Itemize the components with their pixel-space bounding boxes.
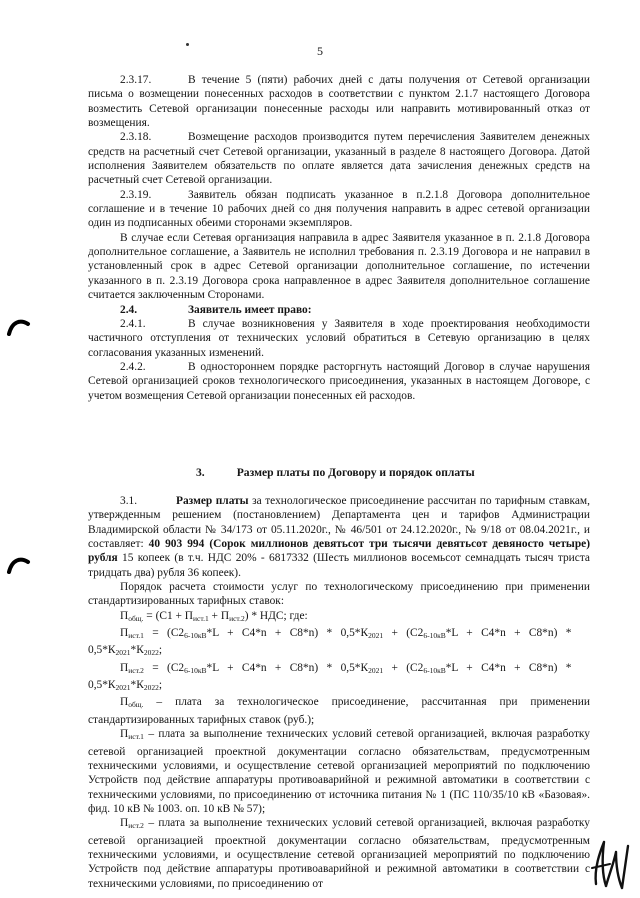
clause-number: 3.1. [120,495,138,507]
formula-ist1-cont: $0,5*К_{2021}*К_{2022}$; [88,644,162,658]
clause-number: 2.4.1. [120,317,146,330]
clause-2-3-19 [88,188,590,231]
section-3-content [88,494,590,891]
binder-hole-mark-icon [6,556,32,574]
payment-amount: 40 903 994 (Сорок миллионов девятьсот три тысячи девятьсот девяносто четыре) рубля [88,538,590,565]
clause-3-1 [88,494,590,580]
definition-total: $П_{общ.}$ – плата за технологическое присоединение, рассчитанная при применении стандартизированных тарифных ставок (руб.); [88,696,590,726]
clause-text: Возмещение расходов производится путем перечисления Заявителем денежных средств на расчетный счет Сетевой организации, указанный в разделе 8 настоящего Договора. Датой исполнения Заявителем обязательств по оплате является дата зачисления денежных средств на расчетный счет Сетевой организации. [88,131,590,187]
clause-text: В течение 5 (пяти) рабочих дней с даты получения от Сетевой организации письма о возмещении понесенных расходов в соответствии с пунктом 2.1.7 настоящего Договора возместить Сетевой организации понесенные расходы или направить мотивированный отказ от возмещения. [88,74,590,130]
section-number: 3. [196,466,205,479]
clause-number: 2.3.17. [120,74,152,86]
clause-text: Заявитель обязан подписать указанное в п.2.1.8 Договора дополнительное соглашение и в течение 10 рабочих дней со дня получения направить в адрес сетевой организации один из подписанных обеими сторонами экземпляров. [88,188,590,230]
clause-additional-agreement: В случае если Сетевая организация направила в адрес Заявителя указанное в п. 2.1.8 Договора дополнительное соглашение, а Заявитель не исполнил требования п. 2.3.19 Договора и не направил в установленный срок в адрес Сетевой организации дополнительное соглашение, по истечении указанного в п. 2.3.19 Договора срока направленное в адрес Заявителя дополнительное соглашение считается заключенным Сторонами. [88,231,590,302]
formula-ist2: $П_{ист.2} = (С2_{6-10кВ}*L + С4*n + С8*n) * 0,5*К_{2021} + (С2_{6-10кВ}*L + С4*n + С8*n)$ * [120,661,572,675]
clause-heading: Заявитель имеет право: [188,303,312,316]
handwritten-signature-icon [588,838,632,890]
clause-text: В одностороннем порядке расторгнуть настоящий Договор в случае нарушения Сетевой организацией сроков технологического присоединения, указанных в настоящем Договоре, с учетом возмещения Сетевой организации понесенных ей расходов. [88,360,590,402]
clause-text: В случае возникновения у Заявителя в ходе проектирования необходимости частичного отступления от технических условий обратиться в Сетевую организацию в целях согласования указанных изменений. [88,317,590,359]
binder-hole-mark-icon [6,318,32,336]
clause-2-4-1 [88,317,590,360]
clause-text: за технологическое присоединение рассчитан по тарифным ставкам, утвержденным решением (постановлением) Департамента цен и тарифов Администрации Владимирской области № 34/173 от 05.11.2020г., № 46/501 от 24.12.2020г., № 9/18 от 08.04.2021г., и составляет: [88,495,590,551]
clause-lead: Размер платы [176,495,249,507]
clause-number: 2.3.18. [120,131,152,144]
page-number: 5 [317,44,323,58]
section-3-heading [196,466,475,480]
section-2-continuation [88,73,590,403]
scan-speck [186,43,189,46]
definition-ist1: $П_{ист.1}$ – плата за выполнение технических условий сетевой организацией, включая разработку сетевой организацией проектной документации согласно обязательствам, предусмотренным техническими условиями, и осуществление сетевой организацией мероприятий по подключению Устройств под действие аппаратуры противоаварийной и режимной автоматики в соответствии с техническими условиями, по присоединению от источника питания № 1 (ПС 110/35/10 кВ «Базовая». фид. 10 кВ № 1003. оп. 10 кВ № 57); [88,728,590,815]
clause-text-tail: 15 копеек (в т.ч. НДС 20% - 6817332 (Шесть миллионов восемьсот семнадцать тысяч триста тридцать два) рубля 36 копеек). [88,552,590,579]
clause-number: 2.3.19. [120,188,152,201]
formula-ist1: $П_{ист.1} = (С2_{6-10кВ}*L + С4*n + С8*n) * 0,5*К_{2021} + (С2_{6-10кВ}*L + С4*n + С8*n)$ * [120,627,572,641]
section-title: Размер платы по Договору и порядок оплаты [236,466,475,479]
clause-number: 2.4. [120,303,138,316]
formula-ist2-cont: $0,5*К_{2021}*К_{2022}$; [88,679,162,693]
definition-ist2: $П_{ист.2}$ – плата за выполнение технических условий сетевой организацией, включая разработку сетевой организацией проектной документации согласно обязательствам, предусмотренным техническими условиями, и осуществление сетевой организацией мероприятий по подключению Устройств под действие аппаратуры противоаварийной и режимной автоматики в соответствии с техническими условиями, по присоединению от [88,817,590,890]
clause-2-3-18 [88,130,590,187]
clause-2-3-17 [88,73,590,130]
clause-2-4-2 [88,360,590,403]
clause-2-4 [88,303,590,317]
calculation-intro: Порядок расчета стоимости услуг по технологическому присоединению при применении стандартизированных тарифных ставок: [88,581,590,608]
clause-number: 2.4.2. [120,360,146,373]
formula-total: $П_{общ.} = (С1 + П_{ист.1} + П_{ист.2})$ * НДС; где: [120,609,308,623]
